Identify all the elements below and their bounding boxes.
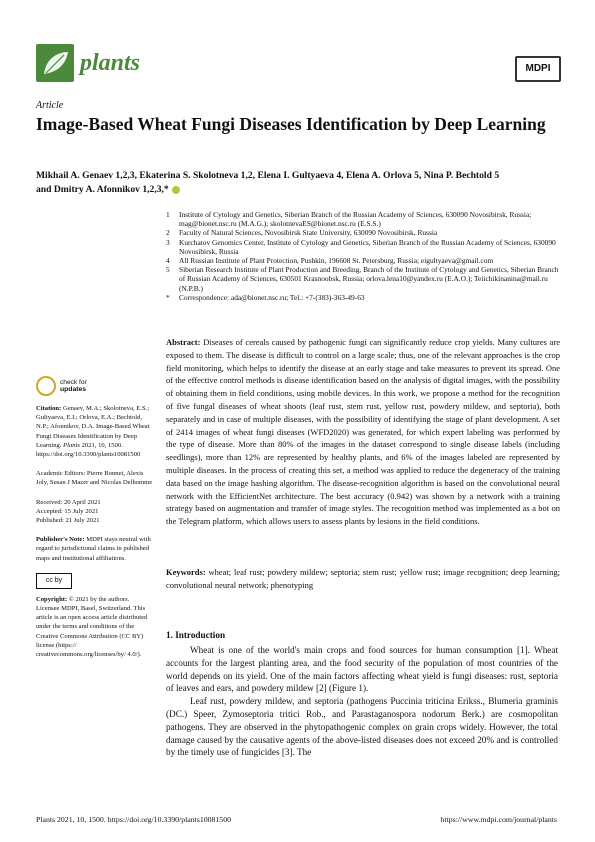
- copyright-text: © 2021 by the authors. Licensee MDPI, Basel, Switzerland. This article is an open access article distributed under the terms and conditions of the Creative Commons Attribution (CC BY) license (https:// creativecommons.org/licenses/by/ 4.0/).: [36, 595, 148, 659]
- published-date: Published: 21 July 2021: [36, 517, 100, 525]
- check-updates-line1: check for: [60, 379, 87, 386]
- affiliation-text: All Russian Institute of Plant Protection, Pushkin, 196608 St. Petersburg, Russia; eigultyaeva@gmail.com: [179, 256, 494, 266]
- author-list: [36, 169, 576, 197]
- abstract-label: Abstract:: [166, 337, 201, 347]
- academic-editors: Academic Editors: Pierre Bonnet, Alexis Joly, Susan J Mazer and Nicolas Delhomme: [36, 470, 153, 487]
- journal-logo: [36, 44, 74, 82]
- affiliation-number: 1: [166, 210, 170, 219]
- orcid-icon[interactable]: [172, 186, 180, 194]
- affiliation-text: Kurchatov Genomics Center, Institute of Cytology and Genetics, Siberian Branch of the Russian Academy of Sciences, 630090 Novosibirsk, Russia: [179, 237, 556, 256]
- citation-label: Citation:: [36, 405, 62, 412]
- copyright-label: Copyright:: [36, 595, 68, 603]
- publisher-note-text: MDPI stays neutral with regard to jurisdictional claims in published maps and institutional affiliations.: [36, 536, 151, 562]
- intro-body: [166, 644, 558, 759]
- copyright-block: [36, 595, 154, 659]
- affiliation-text: Faculty of Natural Sciences, Novosibirsk State University, 630090 Novosibirsk, Russia: [179, 228, 438, 238]
- check-updates-line2: updates: [60, 386, 87, 393]
- journal-name[interactable]: plants: [80, 50, 141, 76]
- dates-block: [36, 498, 154, 526]
- check-updates-icon: [36, 376, 56, 396]
- keywords-label: Keywords:: [166, 567, 206, 577]
- citation-block: [36, 404, 154, 459]
- keywords: [166, 566, 560, 592]
- intro-paragraph-1: Wheat is one of the world's main crops and food sources for human consumption [1]. Wheat accounts for the largest planting area, and the food security of the population of most countries of the world depends on its yield. One of the main factors affecting wheat yield is fungi diseases: rust, septoria of leaves and ears, and powdery mildew [2] (Figure 1).: [166, 645, 558, 694]
- abstract: [166, 336, 560, 528]
- citation-journal: Plants: [63, 441, 80, 449]
- cc-by-logo[interactable]: cc by: [36, 573, 72, 589]
- footer-journal-url[interactable]: https://www.mdpi.com/journal/plants: [440, 815, 557, 824]
- paper-title: Image-Based Wheat Fungi Diseases Identification by Deep Learning: [36, 114, 546, 134]
- affiliation-text: Siberian Research Institute of Plant Production and Breeding, Branch of the Institute of Cytology and Genetics, Siberian Branch of Russian Academy of Sciences, 630501 Krasnoobsk, Russia; orlova.lena10@yandex.ru (E.A.O.); Teiichikinanina@mail.ru (N.P.B.): [179, 265, 559, 293]
- keywords-text: wheat; leaf rust; powdery mildew; septoria; stem rust; yellow rust; image recognition; deep learning; convolutional neural network; phenotyping: [166, 567, 561, 590]
- citation-text: Genaev, M.A.; Skolotneva, E.S.; Gultyaeva, E.I.; Orlova, E.A.; Bechtold, N.P.; Afonnikov, D.A. Image-Based Wheat Fungi Diseases Identification by Deep Learning.: [36, 405, 150, 449]
- accepted-date: Accepted: 15 July 2021: [36, 507, 99, 515]
- publisher-note: [36, 535, 154, 563]
- section-heading: 1. Introduction: [166, 630, 226, 640]
- abstract-text: Diseases of cereals caused by pathogenic fungi can significantly reduce crop yields. Many cultures are exposed to them. The disease is difficult to control on a large scale; thus, one of the relevant approaches is the crop field monitoring, which helps to identify the disease at an early stage and take measures to prevent its spread. One of the effective control methods is disease identification based on the analysis of digital images, with the possibility of obtaining them in field conditions, using mobile devices. In this work, we propose a method for the recognition of five fungal diseases of wheat shoots (leaf rust, stem rust, yellow rust, powdery mildew, and septoria), both separately and in case of multiple diseases, with the possibility of identifying the stage of plant development. A set of 2414 images of wheat fungi diseases (WFD2020) was generated, for which expert labeling was performed by the type of disease. More than 80% of the images in the dataset correspond to single disease labels (including seedlings), more than 12% are represented by healthy plants, and 6% of the images labeled are represented by multiple diseases. In the process of creating this set, a method was applied to reduce the degeneracy of the training data based on the image hashing algorithm. The disease-recognition algorithm is based on the convolutional neural network with the EfficientNet architecture. The best accuracy (0.942) was shown by a network with a training strategy based on augmentation and transfer of image styles. The recognition method was implemented as a bot on the Telegram platform, which allows users to assess plants by lesions in the field conditions.: [166, 337, 561, 527]
- affiliation-number: 4: [166, 256, 170, 266]
- mdpi-logo[interactable]: MDPI: [515, 56, 561, 82]
- footer-citation[interactable]: Plants 2021, 10, 1500. https://doi.org/10.3390/plants10081500: [36, 815, 232, 824]
- affiliation-text: Institute of Cytology and Genetics, Siberian Branch of the Russian Academy of Sciences, 630090 Novosibirsk, Russia; mag@bionet.nsc.ru (M.A.G.); skolotnevaES@bionet.nsc.ru (E.S.S.): [179, 210, 532, 229]
- affiliation-number: 3: [166, 237, 170, 247]
- check-for-updates-button[interactable]: [36, 376, 154, 396]
- citation-rest[interactable]: 2021, 10, 1500. https://doi.org/10.3390/plants10081500: [36, 441, 141, 459]
- publisher-note-label: Publisher's Note:: [36, 536, 85, 544]
- received-date: Received: 20 April 2021: [36, 498, 101, 506]
- article-type: Article: [36, 100, 64, 111]
- intro-paragraph-2: Leaf rust, powdery mildew, and septoria (pathogens Puccinia triticina Erikss., Blumeria graminis (DC.) Speer, Zymoseptoria tritici Rob., and Parastaganospora nodorum Berk.) are cosmopolitan pathogens. They are observed in the phytopathogenic complex on grain crops widely. However, the total damage caused by the causative agents of the above-listed diseases does not exceed 20% and is controlled by the timely use of fungicides [3]. The: [166, 696, 558, 758]
- affiliation-item: [166, 293, 566, 302]
- affiliation-item: [166, 210, 566, 228]
- affiliation-number: 2: [166, 228, 170, 238]
- affiliation-number: *: [166, 292, 170, 302]
- authors-line-2: and Dmitry A. Afonnikov 1,2,3,*: [36, 184, 169, 195]
- affiliation-text: Correspondence: ada@bionet.nsc.ru; Tel.: +7-(383)-363-49-63: [179, 292, 365, 302]
- affiliation-item: [166, 228, 566, 237]
- affiliation-item: [166, 265, 566, 293]
- affiliation-item: [166, 238, 566, 256]
- sidebar: [36, 376, 154, 669]
- authors-line-1: Mikhail A. Genaev 1,2,3, Ekaterina S. Skolotneva 1,2, Elena I. Gultyaeva 4, Elena A. Orlova 5, Nina P. Bechtold 5: [36, 170, 500, 181]
- affiliation-item: [166, 256, 566, 265]
- affiliation-number: 5: [166, 265, 170, 275]
- affiliations: [166, 210, 566, 302]
